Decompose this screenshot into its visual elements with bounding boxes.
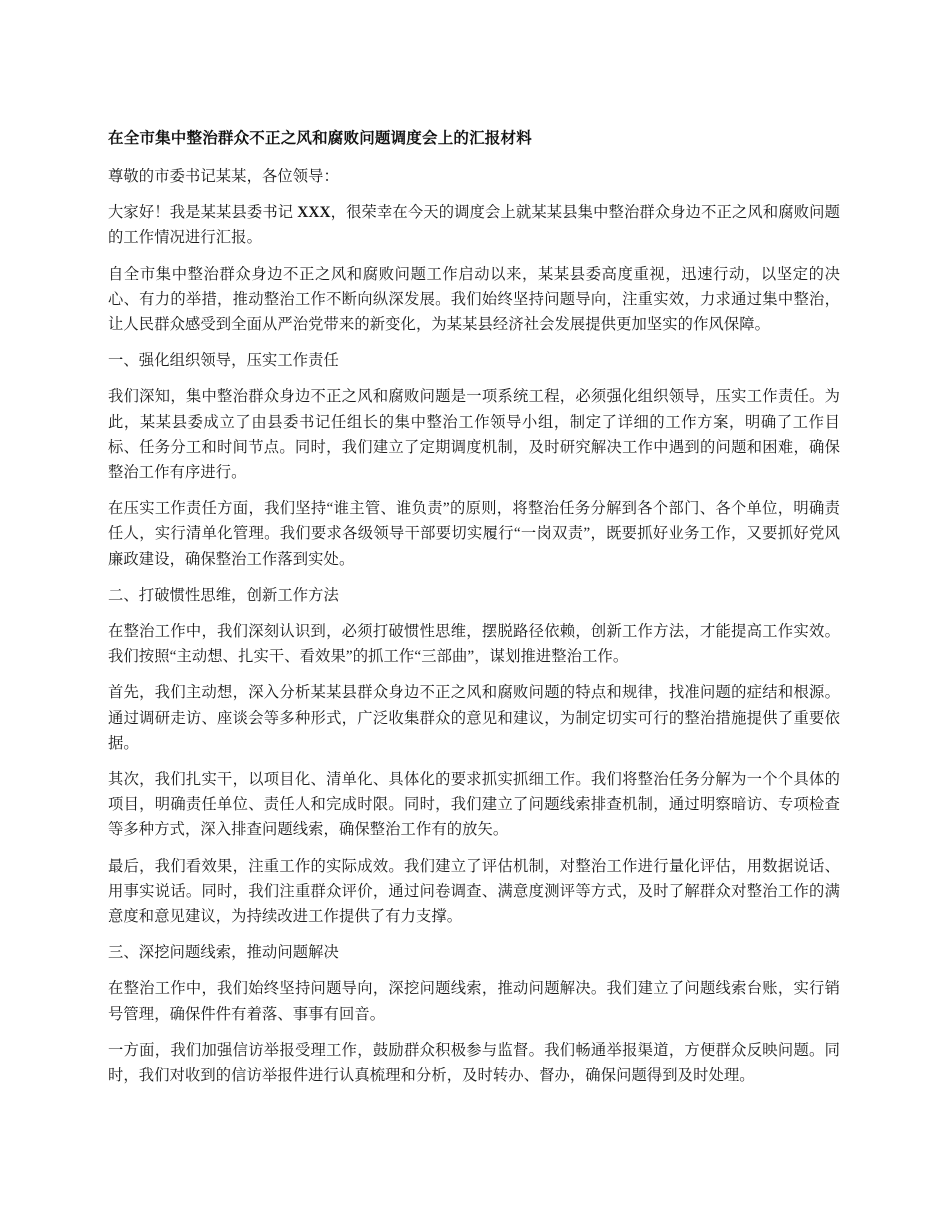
body-text: 大家好！我是某某县委书记 <box>108 204 298 222</box>
body-text: ，很荣幸在今天的调度会上就某某县集中整治群众身边不正之风和腐败问题的工作情况进行汇报。 <box>108 204 840 247</box>
paragraph-section-two-c: 其次，我们扎实干，以项目化、清单化、具体化的要求抓实抓细工作。我们将整治任务分解为一个个具体的项目，明确责任单位、责任人和完成时限。同时，我们建立了问题线索排查机制，通过明察暗访、专项检查等多种方式，深入排查问题线索，确保整治工作有的放矢。 <box>108 771 840 839</box>
paragraph-overview: 自全市集中整治群众身边不正之风和腐败问题工作启动以来，某某县委高度重视，迅速行动，以坚定的决心、有力的举措，推动整治工作不断向纵深发展。我们始终坚持问题导向，注重实效，力求通过集中整治，让人民群众感受到全面从严治党带来的新变化，为某某县经济社会发展提供更加坚实的作风保障。 <box>108 265 840 334</box>
section-heading-three: 三、深挖问题线索，推动问题解决 <box>108 944 339 962</box>
document-body <box>108 200 840 1088</box>
salutation-line: 尊敬的市委书记某某，各位领导： <box>108 168 339 185</box>
paragraph-section-one-b: 在压实工作责任方面，我们坚持“谁主管、谁负责”的原则，将整治任务分解到各个部门、各个单位，明确责任人，实行清单化管理。我们要求各级领导干部要切实履行“一岗双责”，既要抓好业务工作，又要抓好党风廉政建设，确保整治工作落到实处。 <box>108 500 840 568</box>
emphasis-text: XXX <box>297 204 331 222</box>
paragraph-opening-greeting <box>108 200 840 250</box>
paragraph-section-two-b: 首先，我们主动想，深入分析某某县群众身边不正之风和腐败问题的特点和规律，找准问题的症结和根源。通过调研走访、座谈会等多种形式，广泛收集群众的意见和建议，为制定切实可行的整治措施提供了重要依据。 <box>108 684 840 752</box>
section-heading-one: 一、强化组织领导，压实工作责任 <box>108 352 339 370</box>
paragraph-section-two-a: 在整治工作中，我们深刻认识到，必须打破惯性思维，摆脱路径依赖，创新工作方法，才能提高工作实效。我们按照“主动想、扎实干、看效果”的抓工作“三部曲”，谋划推进整治工作。 <box>108 623 840 666</box>
page-title: 在全市集中整治群众不正之风和腐败问题调度会上的汇报材料 <box>108 130 532 147</box>
paragraph-section-three-a: 在整治工作中，我们始终坚持问题导向，深挖问题线索，推动问题解决。我们建立了问题线索台账，实行销号管理，确保件件有着落、事事有回音。 <box>108 980 840 1023</box>
paragraph-section-three-b: 一方面，我们加强信访举报受理工作，鼓励群众积极参与监督。我们畅通举报渠道，方便群众反映问题。同时，我们对收到的信访举报件进行认真梳理和分析，及时转办、督办，确保问题得到及时处理。 <box>108 1041 840 1085</box>
paragraph-section-two-d: 最后，我们看效果，注重工作的实际成效。我们建立了评估机制，对整治工作进行量化评估，用数据说话、用事实说话。同时，我们注重群众评价，通过问卷调查、满意度测评等方式，及时了解群众对整治工作的满意度和意见建议，为持续改进工作提供了有力支撑。 <box>108 857 840 926</box>
paragraph-section-one-a: 我们深知，集中整治群众身边不正之风和腐败问题是一项系统工程，必须强化组织领导，压实工作责任。为此，某某县委成立了由县委书记任组长的集中整治工作领导小组，制定了详细的工作方案，明确了工作目标、任务分工和时间节点。同时，我们建立了定期调度机制，及时研究解决工作中遇到的问题和困难，确保整治工作有序进行。 <box>108 388 840 482</box>
section-heading-two: 二、打破惯性思维，创新工作方法 <box>108 586 339 604</box>
